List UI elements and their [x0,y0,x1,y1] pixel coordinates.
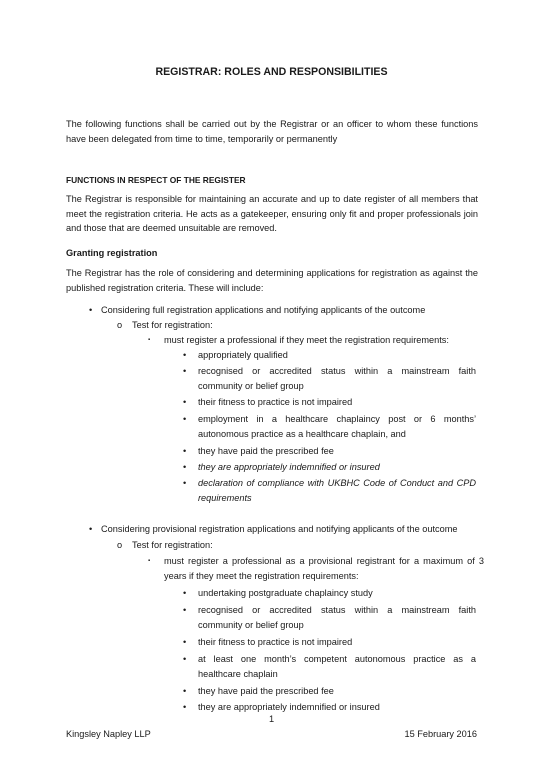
full-requirement: appropriately qualified [198,350,288,360]
bullet-icon [183,652,186,667]
bullet-icon [183,395,186,410]
circle-bullet-icon [117,318,122,333]
bullet-icon [183,635,186,650]
circle-bullet-icon [117,538,122,553]
provisional-registration-item: Considering provisional registration applications and notifying applicants of the outcome [101,524,458,534]
bullet-icon [183,684,186,699]
provisional-requirement: their fitness to practice is not impaired [198,637,353,647]
functions-heading: FUNCTIONS IN RESPECT OF THE REGISTER [66,175,246,185]
footer-date: 15 February 2016 [404,729,477,739]
bullet-icon [183,364,186,379]
provisional-requirement: they have paid the prescribed fee [198,686,334,696]
granting-heading: Granting registration [66,248,158,258]
page-title: REGISTRAR: ROLES AND RESPONSIBILITIES [155,66,388,78]
full-must-register: must register a professional if they meet the registration requirements: [164,335,449,345]
bullet-icon [183,444,186,459]
provisional-requirement: undertaking postgraduate chaplaincy study [198,588,373,598]
full-requirement: recognised or accredited status within a mainstream faith community or belief group [198,366,476,391]
full-requirement: declaration of compliance with UKBHC Code of Conduct and CPD requirements [198,478,476,503]
bullet-icon [183,412,186,427]
provisional-must-register: must register a professional as a provisional registrant for a maximum of 3 years if they meet the registration requirements: [164,556,484,581]
bullet-icon [183,460,186,475]
bullet-icon [183,348,186,363]
full-requirement: employment in a healthcare chaplaincy post or 6 months’ autonomous practice as a healthcare chaplain, and [198,414,476,439]
square-bullet-icon [148,554,150,569]
provisional-requirement: at least one month’s competent autonomous practice as a healthcare chaplain [198,654,476,679]
provisional-test-label: Test for registration: [132,540,213,550]
full-requirement: they are appropriately indemnified or insured [198,462,380,472]
footer-firm: Kingsley Napley LLP [66,729,151,739]
bullet-icon [89,303,92,318]
full-test-label: Test for registration: [132,320,213,330]
bullet-icon [89,522,92,537]
full-registration-item: Considering full registration applications and notifying applicants of the outcome [101,305,426,315]
register-paragraph: The Registrar is responsible for maintaining an accurate and up to date register of all members that meet the registration criteria. He acts as a gatekeeper, ensuring only fit and proper professionals join and those that are deemed unsuitable are removed. [66,194,478,234]
intro-paragraph: The following functions shall be carried out by the Registrar or an officer to whom these functions have been delegated from time to time, temporarily or permanently [66,119,478,144]
bullet-icon [183,476,186,491]
provisional-requirement: they are appropriately indemnified or insured [198,702,380,712]
full-requirement: their fitness to practice is not impaired [198,397,353,407]
page-number: 1 [268,714,275,724]
provisional-requirement: recognised or accredited status within a mainstream faith community or belief group [198,605,476,630]
full-requirement: they have paid the prescribed fee [198,446,334,456]
bullet-icon [183,603,186,618]
square-bullet-icon [148,333,150,348]
granting-paragraph: The Registrar has the role of considering and determining applications for registration as against the published registration criteria. These will include: [66,268,478,293]
bullet-icon [183,586,186,601]
